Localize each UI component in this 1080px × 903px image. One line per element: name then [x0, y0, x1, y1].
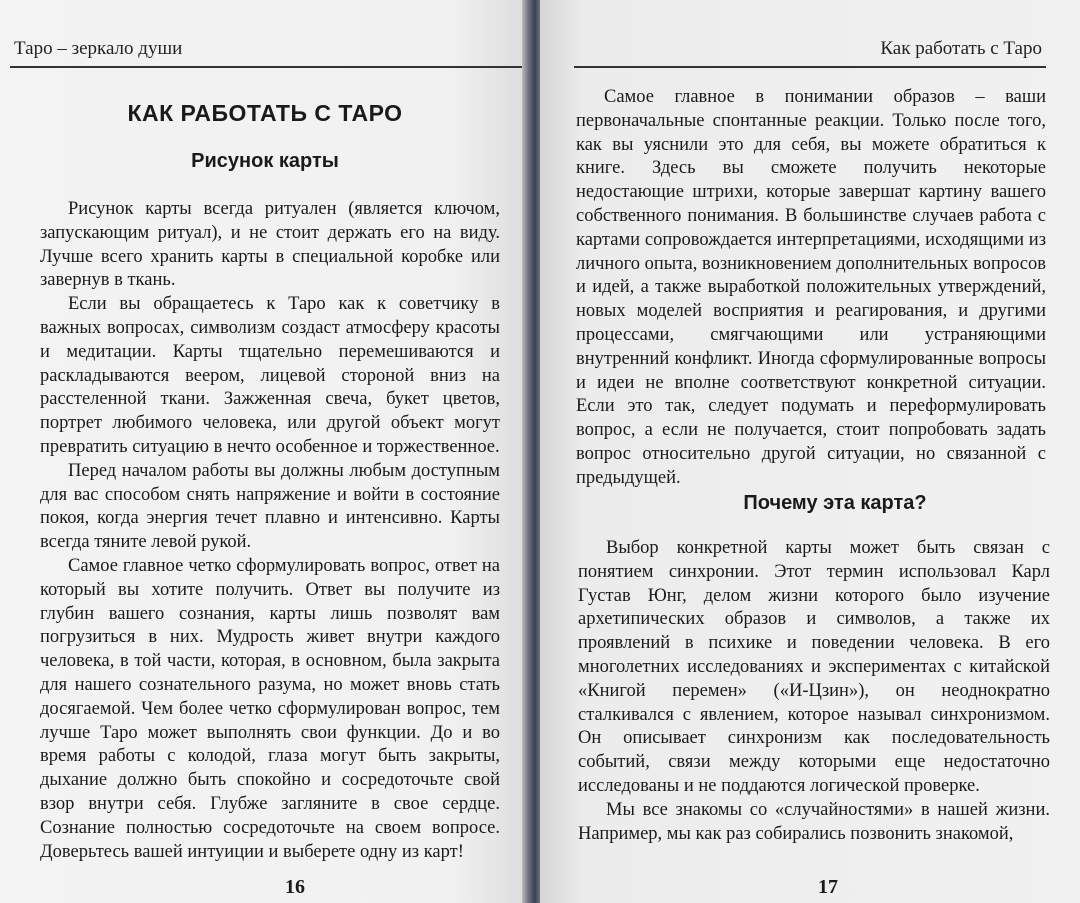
page-number-right: 17 [818, 876, 838, 898]
paragraph: Выбор конкретной карты может быть связан с понятием синхронии. Этот термин использовал Карл Густав Юнг, делом жизни которого было изучение архетипических образов и символов, а также их проявлений в психике и поведении человека. В его многолетних исследованиях и экспериментах с китайской «Книгой перемен» («И-Цзин»), он неоднократно сталкивался с явлением, которое называл синхронизмом. Он описывает синхронизм как последовательность событий, связи между которыми еще недостаточно исследованы и не поддаются логической проверке. [578, 538, 1050, 796]
page-number-left: 16 [285, 876, 305, 898]
paragraph: Мы все знакомы со «случайностями» в нашей жизни. Например, мы как раз собирались позвонить знакомой, [578, 799, 1050, 844]
section-title-why-this-card: Почему эта карта? [743, 492, 927, 514]
paragraph: Рисунок карты всегда ритуален (является ключом, запускающим ритуал), и не стоит держать его на виду. Лучше всего хранить карты в специальной коробке или завернув в ткань. [40, 199, 500, 291]
left-body-text [40, 198, 500, 864]
section-title-card-image: Рисунок карты [191, 150, 339, 172]
left-page [0, 0, 530, 903]
paragraph: Самое главное в понимании образов – ваши первоначальные спонтанные реакции. Только после того, как вы уяснили это для себя, вы можете обратиться к книге. Здесь вы сможете получить некоторые недостающие штрихи, которые завершат картину вашего собственного понимания. В большинстве случаев работа с картами сопровождается интерпретациями, исходящими из личного опыта, возникновением дополнительных вопросов и идей, а также выработкой положительных утверждений, новых моделей восприятия и реагирования, и другими процессами, смягчающими или устраняющими внутренний конфликт. Иногда сформулированные вопросы и идеи не вполне соответствуют конкретной ситуации. Если это так, следует подумать и переформулировать вопрос, а если не получается, стоит попробовать задать вопрос относительно другой ситуации, но связанной с предыдущей. [576, 87, 1046, 488]
running-head-left: Таро – зеркало души [14, 38, 183, 59]
paragraph: Если вы обращаетесь к Таро как к советчику в важных вопросах, символизм создаст атмосферу красоты и медитации. Карты тщательно перемешиваются и раскладываются веером, лицевой стороной вниз на расстеленной ткани. Зажженная свеча, букет цветов, портрет любимого человека, или другой объект могут превратить ситуацию в нечто особенное и торжественное. [40, 294, 500, 457]
chapter-title: КАК РАБОТАТЬ С ТАРО [127, 100, 403, 126]
running-head-right: Как работать с Таро [880, 38, 1042, 59]
header-rule-right [574, 66, 1046, 68]
right-page [540, 0, 1080, 903]
paragraph: Перед началом работы вы должны любым доступным для вас способом снять напряжение и войти в состояние покоя, когда энергия течет плавно и интенсивно. Карты всегда тяните левой рукой. [40, 460, 500, 553]
right-body-text-bottom [578, 537, 1050, 846]
right-body-text-top [576, 86, 1046, 491]
header-rule-left [10, 66, 522, 68]
paragraph: Самое главное четко сформулировать вопрос, ответ на который вы хотите получить. Ответ вы получите из глубин вашего сознания, карты лишь позволят вам погрузиться в них. Мудрость живет внутри каждого человека, в той части, которая, в основном, была закрыта для нашего сознательного разума, но может вновь стать досягаемой. Чем более четко сформулирован вопрос, тем лучше Таро может выполнять свои функции. До и во время работы с колодой, глаза могут быть закрыты, дыхание должно быть спокойно и сосредоточьте свой взор внутри себя. Глубже загляните в свое сердце. Сознание полностью сосредоточьте на своем вопросе. Доверьтесь вашей интуиции и выберете одну из карт! [40, 555, 500, 862]
